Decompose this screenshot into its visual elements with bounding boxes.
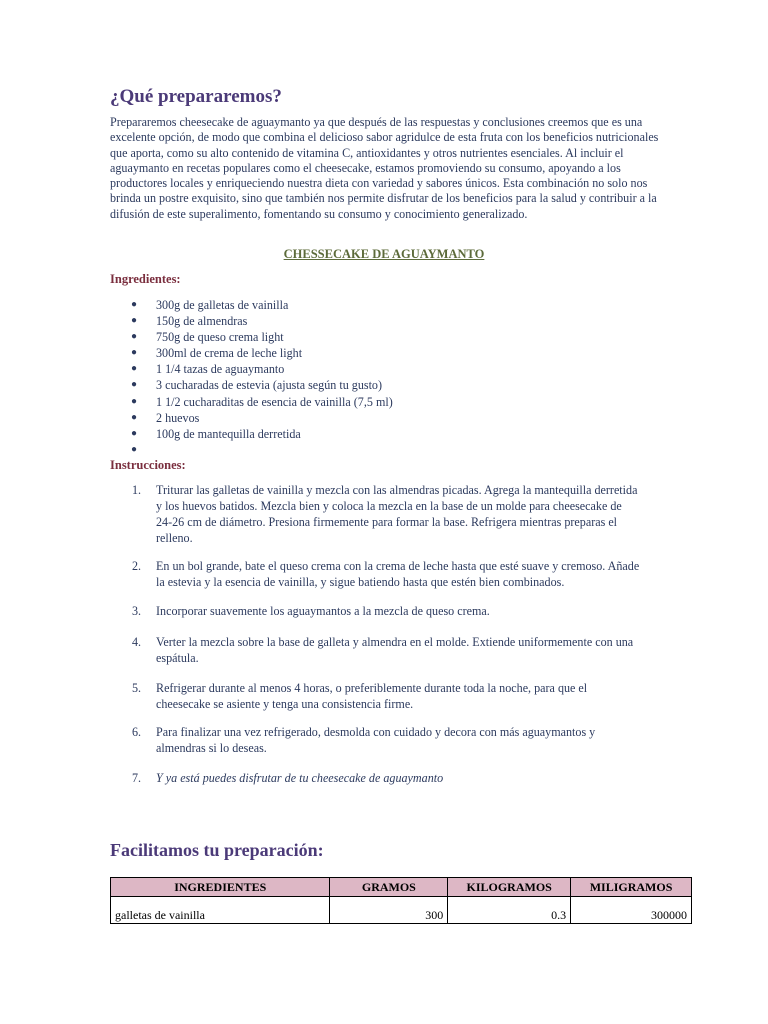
ingredient-text: 100g de mantequilla derretida [156, 426, 301, 441]
step-text: Incorporar suavemente los aguaymantos a la mezcla de queso crema. [156, 604, 490, 618]
ingredients-label: Ingredientes: [110, 272, 181, 286]
list-item [110, 297, 650, 313]
step-number: 1. [132, 483, 142, 497]
bullet-icon: ● [131, 379, 138, 391]
ingredient-text: 1 1/4 tazas de aguaymanto [156, 362, 285, 377]
conversion-table [110, 877, 692, 924]
instructions-label: Instrucciones: [110, 458, 186, 472]
table-cell: 300000 [571, 897, 692, 924]
section-title-que-prepararemos: ¿Qué prepararemos? [110, 86, 282, 107]
bullet-icon: ● [131, 299, 138, 310]
step-number: 5. [132, 681, 142, 695]
list-item [110, 426, 650, 442]
list-item [110, 377, 650, 393]
ingredient-text: 300ml de crema de leche light [156, 346, 303, 361]
step-number: 7. [132, 771, 142, 785]
ingredient-text: 150g de almendras [156, 314, 248, 329]
section-title-facilitamos: Facilitamos tu preparación: [110, 840, 324, 860]
table-header-cell: KILOGRAMOS [448, 878, 571, 897]
table-cell: 0.3 [448, 897, 571, 924]
bullet-icon: ● [131, 411, 138, 423]
ingredient-text: 1 1/2 cucharaditas de esencia de vainilla (7,5 ml) [156, 394, 393, 409]
bullet-icon: ● [131, 443, 138, 455]
list-item [110, 394, 650, 410]
list-item [110, 361, 650, 377]
step-text: Refrigerar durante al menos 4 horas, o preferiblemente durante toda la noche, para que el cheesecake se asiente y tenga una consistencia firme. [156, 681, 588, 711]
step-number: 3. [132, 604, 142, 618]
list-item [110, 329, 650, 345]
step-text: En un bol grande, bate el queso crema con la crema de leche hasta que esté suave y cremoso. Añade la estevia y la esencia de vainilla, y sigue batiendo hasta que estén bien combinados. [156, 559, 640, 589]
step-number: 2. [132, 559, 142, 573]
list-item [110, 410, 650, 426]
table-header-cell: INGREDIENTES [111, 878, 330, 897]
ingredient-text: 2 huevos [156, 410, 200, 425]
step-text: Triturar las galletas de vainilla y mezcla con las almendras picadas. Agrega la mantequilla derretida y los huevos batidos. Mezcla bien y coloca la mezcla en la base de un molde para cheesecake de 24-26 cm de diámetro. Presiona firmemente para formar la base. Refrigera mientras preparas el relleno. [156, 483, 638, 545]
step-text: Verter la mezcla sobre la base de galleta y almendra en el molde. Extiende uniformemente con una espátula. [156, 635, 634, 665]
step-text: Y ya está puedes disfrutar de tu cheesecake de aguaymanto [156, 771, 444, 785]
step-text: Para finalizar una vez refrigerado, desmolda con cuidado y decora con más aguaymantos y almendras si lo deseas. [156, 725, 596, 755]
bullet-icon: ● [131, 331, 138, 343]
ingredient-text: 750g de queso crema light [156, 330, 284, 345]
bullet-icon: ● [131, 427, 138, 439]
ingredient-text: 3 cucharadas de estevia (ajusta según tu gusto) [156, 378, 383, 393]
bullet-icon: ● [131, 395, 138, 407]
list-item [110, 345, 650, 361]
intro-paragraph: Prepararemos cheesecake de aguaymanto ya que después de las respuestas y conclusiones creemos que es una excelente opción, de modo que combina el delicioso sabor agridulce de esta fruta con los beneficios nutricionales que aporta, como su alto contenido de vitamina C, antioxidantes y otros nutrientes esenciales. Al incluir el aguaymanto en recetas populares como el cheesecake, estamos promoviendo su consumo, apoyando a los productores locales y enriqueciendo nuestra dieta con variedad y sabores únicos. Esta combinación no solo nos brinda un postre exquisito, sino que también nos permite disfrutar de los beneficios para la salud y contribuir a la difusión de este superalimento, fomentando su consumo y conocimiento generalizado. [110, 115, 659, 221]
table-header-cell: MILIGRAMOS [571, 878, 692, 897]
table-header-cell: GRAMOS [330, 878, 448, 897]
table-cell: galletas de vainilla [111, 897, 330, 924]
step-number: 6. [132, 725, 142, 739]
table-cell: 300 [330, 897, 448, 924]
step-number: 4. [132, 635, 142, 649]
list-item [110, 313, 650, 329]
ingredient-text: 300g de galletas de vainilla [156, 298, 289, 312]
ingredients-list [110, 297, 650, 458]
list-item [110, 442, 650, 458]
bullet-icon: ● [131, 363, 138, 375]
bullet-icon: ● [131, 347, 138, 359]
table-header-row [111, 878, 692, 897]
recipe-title: CHESSECAKE DE AGUAYMANTO [283, 247, 485, 261]
table-row [111, 897, 692, 924]
bullet-icon: ● [131, 315, 138, 327]
